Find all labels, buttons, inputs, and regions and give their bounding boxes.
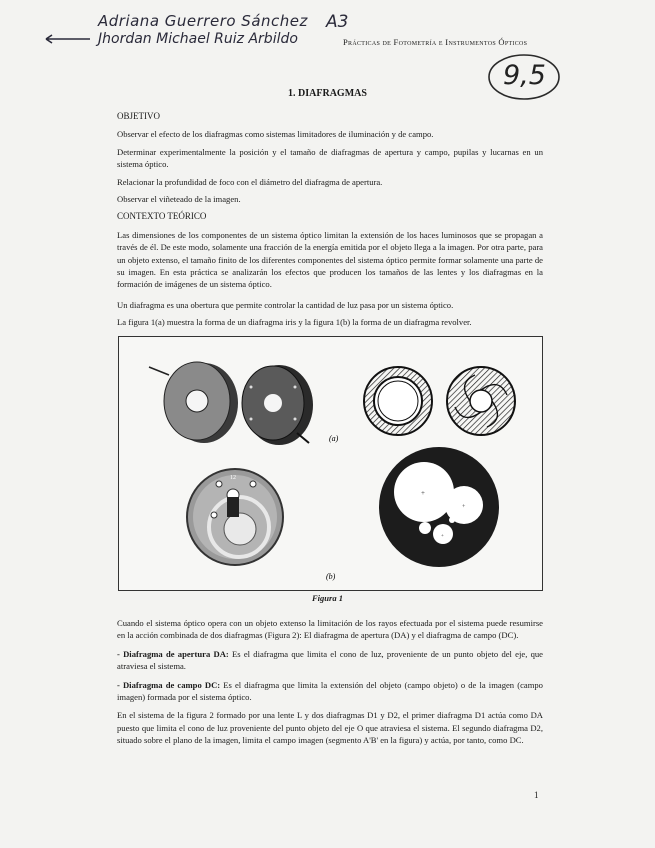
iris-blades-closed — [447, 367, 515, 435]
page-title: 1. DIAFRAGMAS — [288, 88, 367, 99]
objetivo-item: Observar el efecto de los diafragmas como sistemas limitadores de iluminación y de campo. — [117, 129, 434, 140]
handwritten-name-2: Jhordan Michael Ruiz Arbildo — [98, 31, 298, 47]
label-a: (a) — [329, 434, 339, 443]
term-apertura: - Diafragma de apertura DA: — [117, 648, 229, 659]
definition-campo-text: Es el diafragma que limita la extensión del objeto (campo objeto) o de la imagen (campo imagen) formada por el sistema óptico. — [117, 679, 543, 703]
handwritten-arrow — [44, 34, 94, 44]
iris-blades-open — [364, 367, 432, 435]
revolver-diaphragm-diagram — [379, 447, 499, 567]
main-text — [117, 110, 543, 334]
contexto-paragraph: Un diafragma es una obertura que permite controlar la cantidad de luz pasa por un sistema óptico. — [117, 299, 454, 310]
handwritten-name-1: Adriana Guerrero Sánchez — [98, 12, 308, 30]
definition-apertura — [117, 648, 543, 673]
svg-text:+: + — [421, 489, 425, 497]
objetivo-item: Observar el viñeteado de la imagen. — [117, 194, 241, 205]
iris-diaphragm-side — [149, 362, 238, 443]
figure-1 — [118, 336, 543, 591]
paragraph: En el sistema de la figura 2 formado por una lente L y dos diafragmas D1 y D2, el primer diafragma D1 actúa como DA puesto que limita el cono de luz proveniente del punto objeto del eje O que atraviesa el sistema. El segundo diafragma D2, situado sobre el plano de la imagen, limita el campo imagen (segmento A'B' en la figura) y actúa, por tanto, como DC. — [117, 710, 543, 746]
running-header: Prácticas de Fotometría e Instrumentos Ópticos — [343, 37, 528, 47]
contexto-heading: CONTEXTO TEÓRICO — [117, 211, 207, 222]
svg-text:+: + — [462, 504, 466, 510]
revolver-diaphragm-photo — [187, 469, 283, 565]
objetivo-item: Relacionar la profundidad de foco con el diámetro del diafragma de apertura. — [117, 176, 383, 187]
iris-diaphragm-front — [242, 365, 313, 445]
definition-apertura-text: Es el diafragma que limita el cono de luz, proveniente de un punto objeto del eje, que atraviesa el sistema. — [117, 648, 543, 672]
svg-text:+: + — [441, 534, 444, 539]
objetivo-heading: OBJETIVO — [117, 111, 160, 121]
figure-illustration — [119, 337, 542, 590]
paragraph: Cuando el sistema óptico opera con un objeto extenso la limitación de los rayos efectuada por el sistema puede resumirse en la acción combinada de dos diafragmas (Figura 2): El diafragma de apertura (DA) y el diafragma de campo (DC). — [117, 618, 543, 641]
term-campo: - Diafragma de campo DC: — [117, 679, 221, 690]
objetivo-item: Determinar experimentalmente la posición y el tamaño de diafragmas de apertura y campo, pupilas y lucarnas en un sistema óptico. — [117, 146, 543, 170]
contexto-paragraph: La figura 1(a) muestra la forma de un diafragma iris y la figura 1(b) la forma de un diafragma revolver. — [117, 317, 472, 328]
main-text-continued — [117, 617, 543, 753]
figure-caption: Figura 1 — [312, 593, 343, 603]
handwritten-grade: 9,5 — [503, 60, 546, 91]
contexto-paragraph: Las dimensiones de los componentes de un sistema óptico limitan la extensión de los haces luminosos que se propagan a través de él. De este modo, solamente una fracción de la energía emitida por el objeto llega a la imagen. Por otra parte, para un objeto extenso, el tamaño finito de los diferentes componentes del sistema óptico permite formar solamente una parte de su imagen. En esta práctica se analizarán los efectos que producen los tamaños de las lentes y los diafragmas en la formación de imágenes de un sistema óptico. — [117, 229, 543, 290]
label-b: (b) — [326, 572, 336, 581]
page-number: 1 — [534, 790, 539, 800]
handwritten-group: A3 — [326, 12, 349, 32]
dial-number: 12 — [230, 475, 236, 481]
definition-campo — [117, 679, 543, 704]
